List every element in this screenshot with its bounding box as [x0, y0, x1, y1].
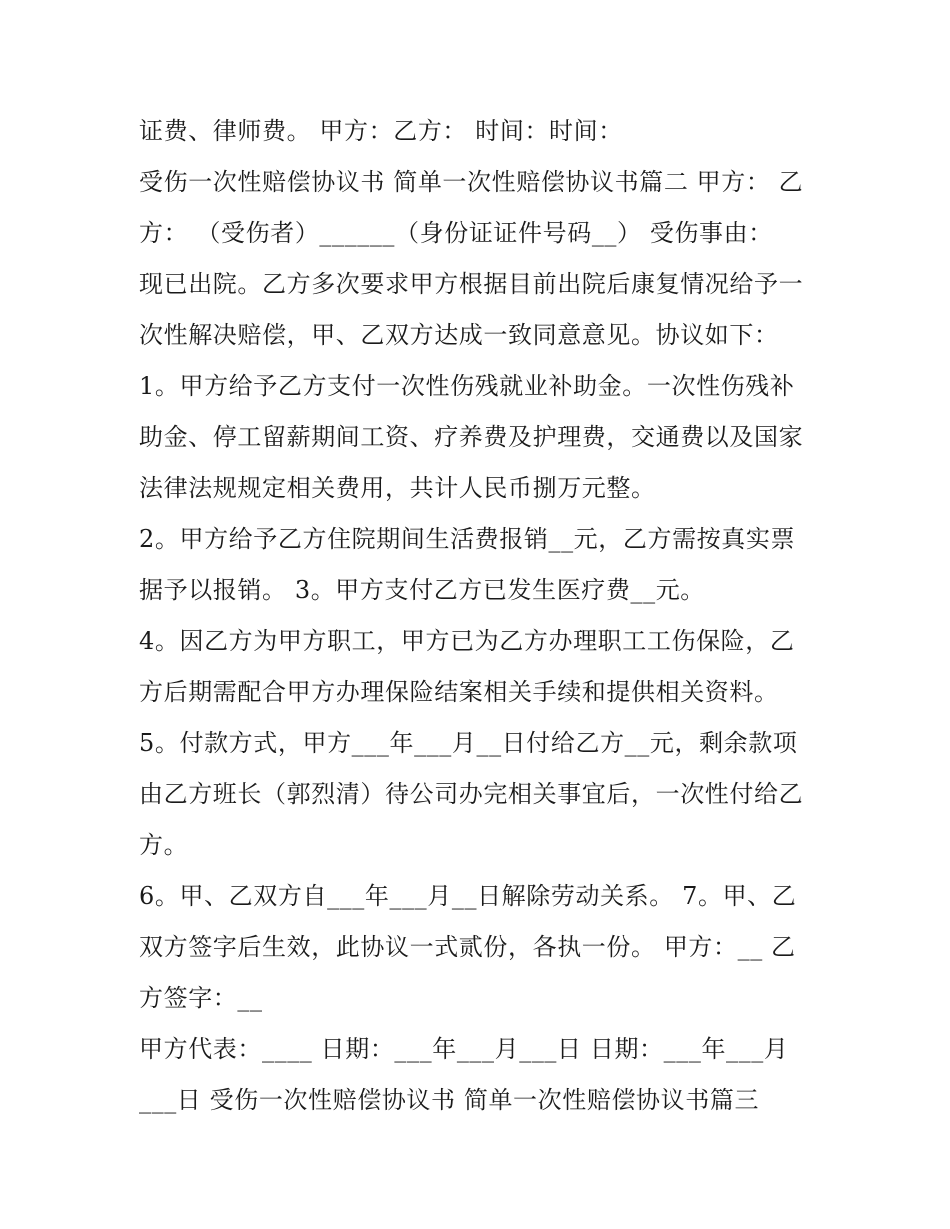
paragraph-clause-6-7: 6。甲、乙双方自___年___月__日解除劳动关系。 7。甲、乙双方签字后生效，此协议一式贰份，各执一份。 甲方：__ 乙方签字：__ — [139, 882, 797, 1012]
paragraph-agreement-two-header: 受伤一次性赔偿协议书 简单一次性赔偿协议书篇二 甲方： 乙方： （受伤者）______（身份证证件号码__） 受伤事由： — [139, 168, 804, 247]
paragraph-clause-5: 5。付款方式，甲方___年___月__日付给乙方__元，剩余款项由乙方班长（郭烈清）待公司办完相关事宜后，一次性付给乙方。 — [139, 729, 804, 859]
paragraph-representative-dates: 甲方代表：____ 日期：___年___月___日 日期：___年___月___日 受伤一次性赔偿协议书 简单一次性赔偿协议书篇三 — [139, 1035, 789, 1114]
paragraph-clause-2-3: 2。甲方给予乙方住院期间生活费报销__元，乙方需按真实票据予以报销。 3。甲方支付乙方已发生医疗费__元。 — [139, 525, 796, 604]
paragraph-fees-signatures: 证费、律师费。 甲方：乙方： 时间：时间： — [139, 117, 623, 145]
paragraph-clause-1: 1。甲方给予乙方支付一次性伤残就业补助金。一次性伤残补助金、停工留薪期间工资、疗养费及护理费，交通费以及国家法律法规规定相关费用，共计人民币捌万元整。 — [139, 372, 804, 502]
document-body — [139, 106, 819, 1126]
paragraph-discharge-request: 现已出院。乙方多次要求甲方根据目前出院后康复情况给予一次性解决赔偿，甲、乙双方达成一致同意意见。协议如下： — [139, 270, 804, 349]
paragraph-clause-4: 4。因乙方为甲方职工，甲方已为乙方办理职工工伤保险，乙方后期需配合甲方办理保险结案相关手续和提供相关资料。 — [139, 627, 795, 706]
